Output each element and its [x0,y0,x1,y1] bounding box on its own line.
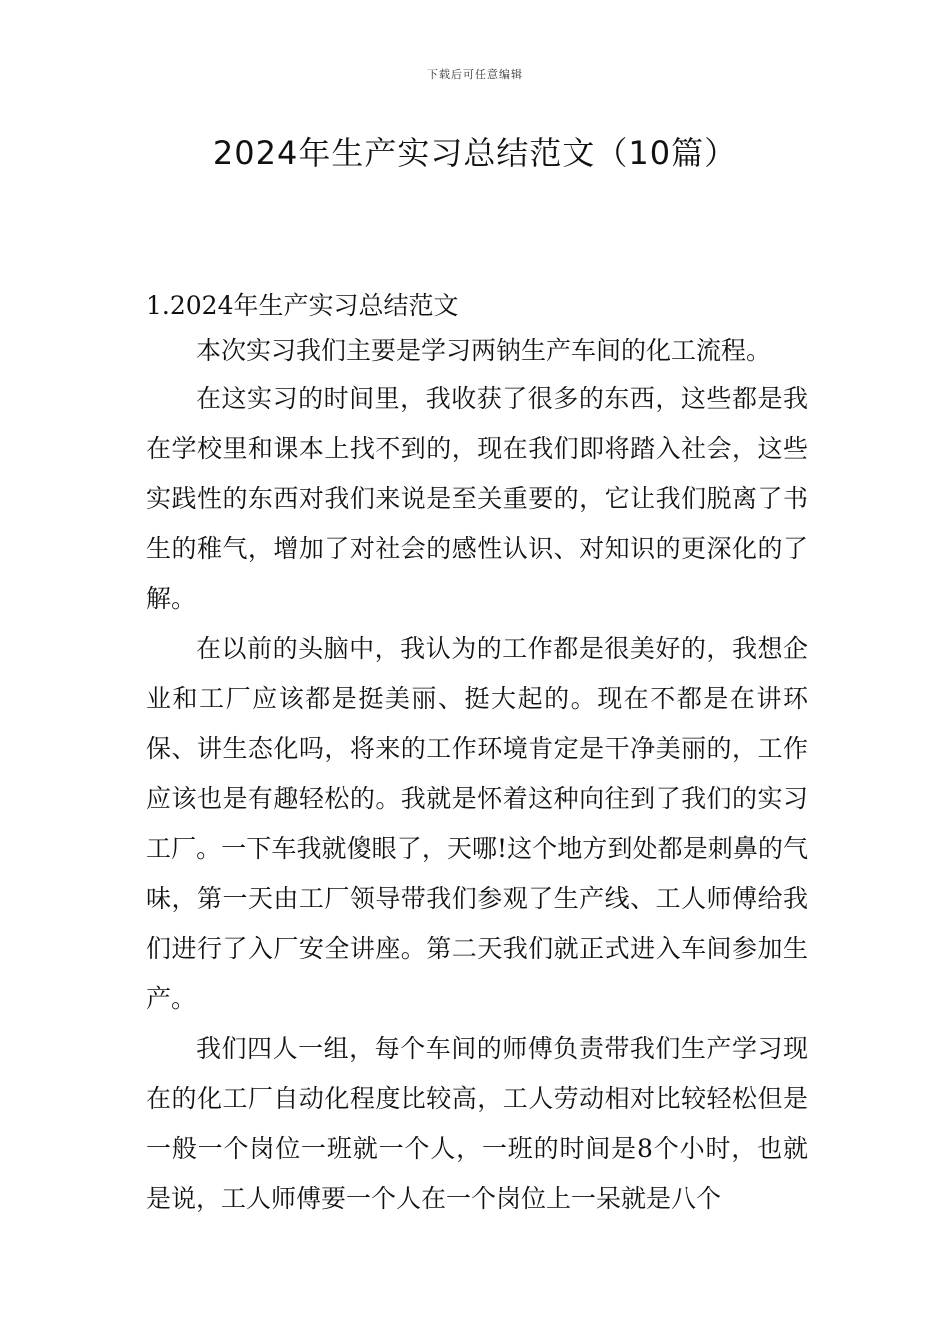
header-note: 下载后可任意编辑 [427,68,523,81]
document-body [146,284,808,1224]
paragraph-2: 在这实习的时间里，我收获了很多的东西，这些都是我在学校里和课本上找不到的，现在我们即将踏入社会，这些实践性的东西对我们来说是至关重要的，它让我们脱离了书生的稚气，增加了对社会的感性认识、对知识的更深化的了解。 [146,384,808,613]
document-title: 2024年生产实习总结范文（10篇） [212,134,738,172]
section-heading: 1.2024年生产实习总结范文 [146,291,459,320]
paragraph-1: 本次实习我们主要是学习两钠生产车间的化工流程。 [196,336,772,365]
paragraph-4: 我们四人一组，每个车间的师傅负责带我们生产学习现在的化工厂自动化程度比较高，工人劳动相对比较轻松但是一般一个岗位一班就一个人，一班的时间是8个小时，也就是说，工人师傅要一个人在一个岗位上一呆就是八个 [146,1034,808,1213]
paragraph-3: 在以前的头脑中，我认为的工作都是很美好的，我想企业和工厂应该都是挺美丽、挺大起的。现在不都是在讲环保、讲生态化吗，将来的工作环境肯定是干净美丽的，工作应该也是有趣轻松的。我就是怀着这种向往到了我们的实习工厂。一下车我就傻眼了，天哪!这个地方到处都是刺鼻的气味，第一天由工厂领导带我们参观了生产线、工人师傅给我们进行了入厂安全讲座。第二天我们就正式进入车间参加生产。 [146,634,808,1013]
